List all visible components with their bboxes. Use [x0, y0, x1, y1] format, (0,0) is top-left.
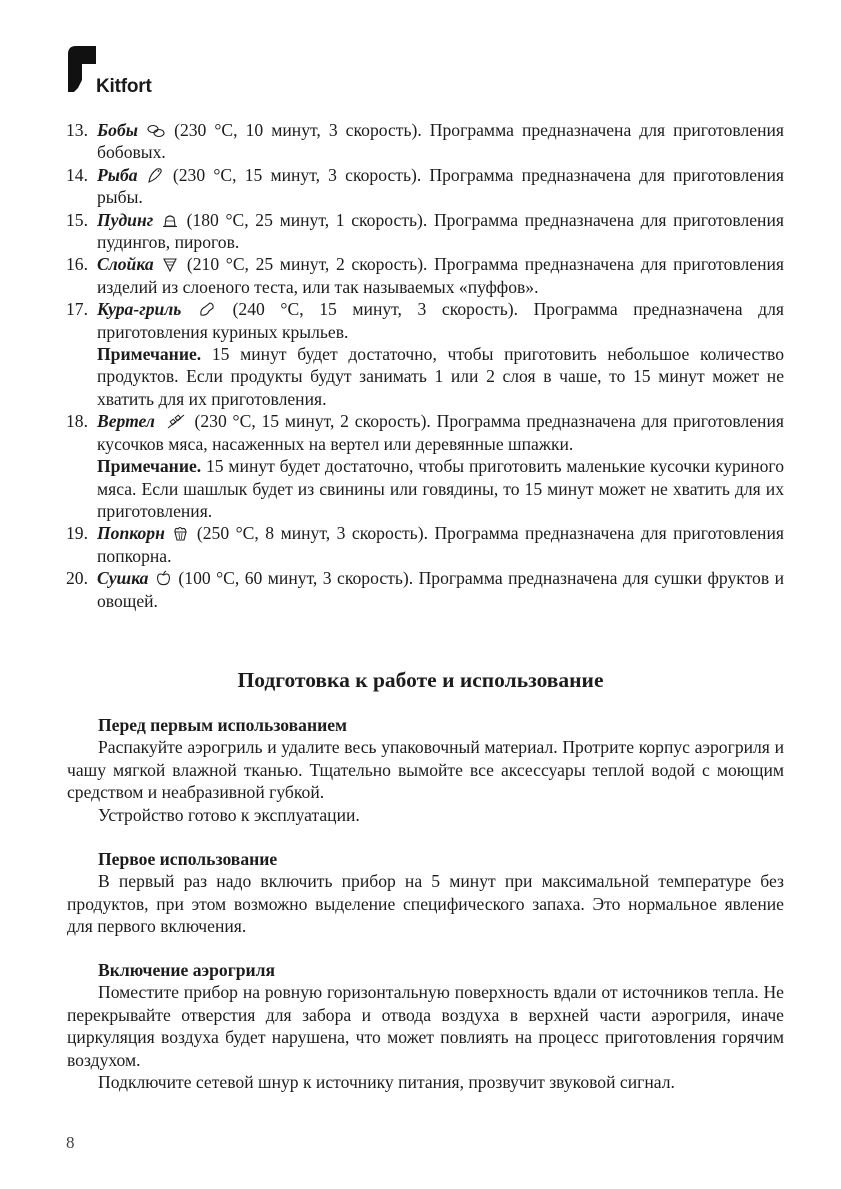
section-title: Подготовка к работе и использование — [237, 668, 604, 692]
program-name: Кура-гриль — [97, 299, 182, 320]
item-number: 20. — [66, 568, 88, 589]
program-desc: (230 °C, 15 минут, 3 скорость). Программа предназначена для приготовления рыбы. — [97, 164, 784, 208]
program-item — [66, 410, 784, 455]
paragraph: Устройство готово к эксплуатации. — [98, 804, 360, 825]
logo-mark-icon — [68, 46, 96, 92]
subsection-switching-on — [67, 959, 784, 1093]
brand-name: Kitfort — [96, 76, 152, 97]
program-item — [66, 567, 784, 612]
note-label: Примечание. — [97, 456, 202, 477]
item-number: 17. — [66, 299, 88, 320]
program-item — [66, 298, 784, 343]
program-item — [66, 253, 784, 298]
note-paragraph — [66, 455, 784, 522]
subsection-first-use — [67, 848, 784, 938]
item-number: 15. — [66, 209, 88, 230]
program-desc: (230 °C, 10 минут, 3 скорость). Программа предназначена для приготовления бобовых. — [97, 120, 784, 163]
item-number: 19. — [66, 523, 88, 544]
item-number: 14. — [66, 164, 88, 185]
program-name: Сушка — [97, 568, 149, 589]
subsection-heading: Включение аэрогриля — [98, 960, 276, 980]
subsection-heading: Первое использование — [98, 849, 278, 869]
program-list — [66, 119, 784, 612]
program-name: Бобы — [97, 120, 138, 140]
item-number: 16. — [66, 254, 88, 275]
page-number: 8 — [66, 1133, 75, 1152]
subsection-heading: Перед первым использованием — [98, 715, 348, 735]
skewer-icon — [162, 413, 188, 430]
program-name: Слойка — [97, 254, 154, 275]
apple-icon — [155, 570, 172, 587]
program-desc: (240 °C, 15 минут, 3 скорость). Программа предназначена для приготовления куриных крыльев. — [97, 299, 784, 342]
program-desc: (100 °C, 60 минут, 3 скорость). Программа предназначена для сушки фруктов и овощей. — [97, 568, 784, 611]
program-item — [66, 209, 784, 254]
program-desc: (180 °C, 25 минут, 1 скорость). Программа предназначена для приготовления пудингов, пирогов. — [97, 209, 784, 253]
note-label: Примечание. — [97, 344, 202, 365]
note-text: 15 минут будет достаточно, чтобы приготовить небольшое количество продуктов. Если продукты будут занимать 1 или 2 слоя в чаше, то 15 минут может не хватить для их приготовления. — [97, 344, 784, 409]
item-number: 13. — [66, 120, 88, 140]
program-item — [66, 119, 784, 164]
program-desc: (250 °C, 8 минут, 3 скорость). Программа предназначена для приготовления попкорна. — [97, 523, 784, 566]
paragraph: В первый раз надо включить прибор на 5 минут при максимальной температуре без продуктов, при этом возможно выделение специфического запаха. Это нормальное явление для первого включения. — [67, 871, 784, 937]
chicken-wing-icon — [198, 301, 216, 318]
program-name: Вертел — [97, 411, 155, 432]
note-paragraph — [66, 343, 784, 410]
subsection-before-first-use — [67, 714, 784, 826]
program-name: Пудинг — [97, 209, 154, 230]
puff-pastry-icon — [161, 256, 179, 273]
kitfort-logo — [68, 46, 168, 106]
paragraph: Поместите прибор на ровную горизонтальную поверхность вдали от источников тепла. Не перекрывайте отверстия для забора и отвода воздуха в верхней части аэрогриля, иначе циркуляция воздуха будет нарушена, что может повлиять на процесс приготовления горячим воздухом. — [67, 982, 784, 1070]
program-desc: (230 °C, 15 минут, 2 скорость). Программа предназначена для приготовления кусочков мяса, насаженных на вертел или деревянные шпажки. — [97, 411, 784, 454]
pudding-icon — [161, 213, 179, 229]
program-item — [66, 522, 784, 567]
program-name: Попкорн — [97, 523, 165, 544]
program-desc: (210 °C, 25 минут, 2 скорость). Программа предназначена для приготовления изделий из слоеного теста, или так называемых «пуффов». — [97, 254, 784, 297]
fish-icon — [147, 167, 164, 184]
note-text: 15 минут будет достаточно, чтобы приготовить маленькие кусочки куриного мяса. Если шашлык будет из свинины или говядины, то 15 минут может не хватить для их приготовления. — [97, 456, 784, 521]
paragraph: Подключите сетевой шнур к источнику питания, прозвучит звуковой сигнал. — [98, 1072, 675, 1093]
paragraph: Распакуйте аэрогриль и удалите весь упаковочный материал. Протрите корпус аэрогриля и чашу мягкой влажной тканью. Тщательно вымойте все аксессуары теплой водой с моющим средством и неабразивной губкой. — [67, 737, 784, 803]
item-number: 18. — [66, 411, 88, 432]
beans-icon — [147, 123, 165, 139]
program-name: Рыба — [97, 164, 138, 185]
program-item — [66, 164, 784, 209]
popcorn-icon — [172, 525, 189, 542]
